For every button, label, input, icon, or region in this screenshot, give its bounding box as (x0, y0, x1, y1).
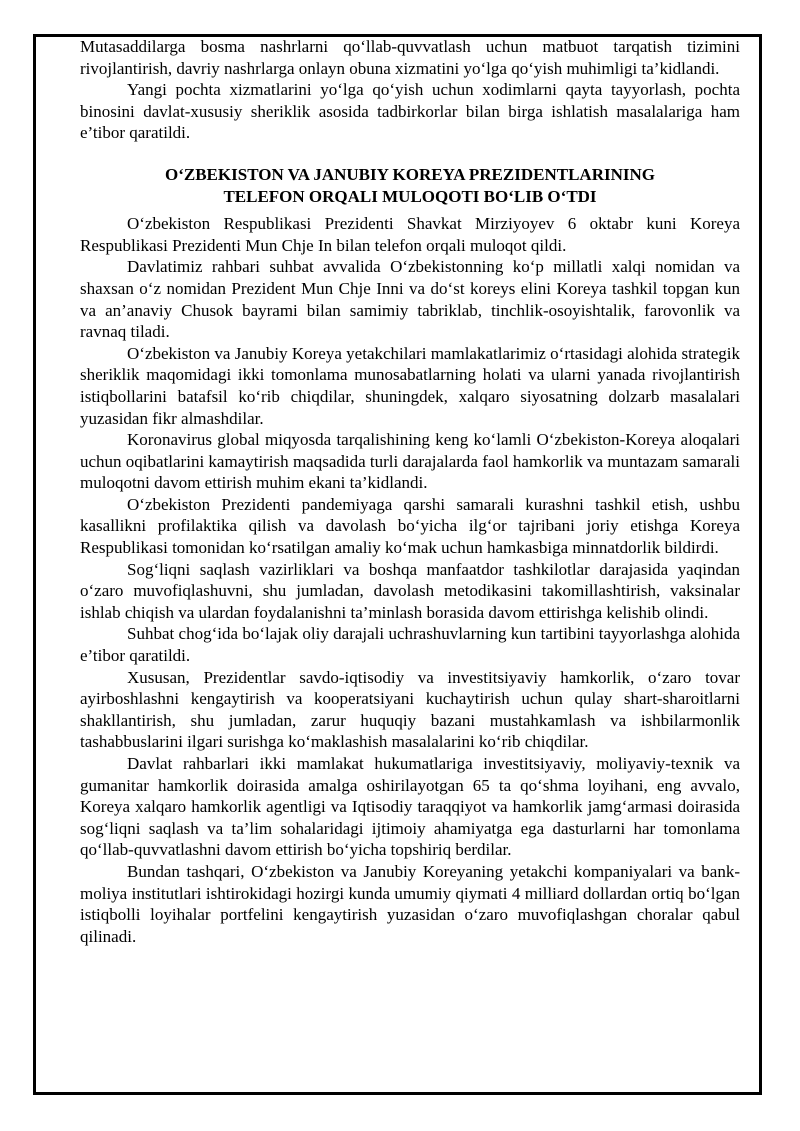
article-title (80, 164, 740, 207)
paragraph: Davlat rahbarlari ikki mamlakat hukumatlariga investitsiyaviy, moliyaviy-texnik va gumanitar hamkorlik doirasida amalga oshirilayotgan 65 ta qo‘shma loyihani, eng avvalo, Koreya xalqaro hamkorlik agentligi va Iqtisodiy taraqqiyot va hamkorlik jamg‘armasi doirasida sog‘liqni saqlash va ta’lim sohalaridagi ijtimoiy ahamiyatga ega dasturlarni har tomonlama qo‘llab-quvvatlashni davom ettirish bo‘yicha topshiriq berdilar. (80, 754, 740, 860)
previous-article-tail (80, 36, 740, 144)
paragraph: Mutasaddilarga bosma nashrlarni qo‘llab-quvvatlash uchun matbuot tarqatish tizimini rivojlantirish, davriy nashrlarga onlayn obuna xizmatini yo‘lga qo‘yish muhimligi ta’kidlandi. (80, 37, 740, 78)
document-body (80, 36, 740, 947)
paragraph: O‘zbekiston Prezidenti pandemiyaga qarshi samarali kurashni tashkil etish, ushbu kasallikni profilaktika qilish va davolash bo‘yicha ilg‘or tajribani joriy etishga Koreya Respublikasi tomonidan ko‘rsatilgan amaliy ko‘mak uchun hamkasbiga minnatdorlik bildirdi. (80, 494, 740, 558)
paragraph: O‘zbekiston Respublikasi Prezidenti Shavkat Mirziyoyev 6 oktabr kuni Koreya Respublikasi Prezidenti Mun Chje In bilan telefon orqali muloqot qildi. (80, 214, 740, 255)
paragraph: Suhbat chog‘ida bo‘lajak oliy darajali uchrashuvlarning kun tartibini tayyorlashga alohida e’tibor qaratildi. (80, 624, 740, 666)
paragraph: Sog‘liqni saqlash vazirliklari va boshqa manfaatdor tashkilotlar darajasida yaqindan o‘zaro muvofiqlashuvni, shu jumladan, davolash metodikasini takomillashtirish, vaksinalar ishlab chiqish va ulardan foydalanishni ta’minlash borasida davom ettirishga kelishib olindi. (80, 559, 740, 622)
paragraph: Koronavirus global miqyosda tarqalishining keng ko‘lamli O‘zbekiston-Koreya aloqalari uchun oqibatlarini kamaytirish maqsadida turli darajalarda faol hamkorlik va muntazam samarali muloqotni davom ettirish muhim ekani ta’kidlandi. (80, 430, 740, 493)
article-title-line-1: O‘ZBEKISTON VA JANUBIY KOREYA PREZIDENTLARINING (165, 164, 655, 184)
paragraph: Xususan, Prezidentlar savdo-iqtisodiy va investitsiyaviy hamkorlik, o‘zaro tovar ayirboshlashni kengaytirish va kooperatsiyani kuchaytirish uchun qulay shart-sharoitlarni shakllantirish, shu jumladan, zarur huquqiy bazani mustahkamlash va ishbilarmonlik tashabbuslarini ilgari surishga ko‘maklashish masalalarini ko‘rib chiqdilar. (80, 667, 740, 752)
paragraph: Yangi pochta xizmatlarini yo‘lga qo‘yish uchun xodimlarni qayta tayyorlash, pochta binosini davlat-xususiy sheriklik asosida tadbirkorlar bilan birga ishlatish masalalariga ham e’tibor qaratildi. (80, 80, 740, 143)
article-title-line-2: TELEFON ORQALI MULOQOTI BO‘LIB O‘TDI (223, 186, 597, 206)
paragraph: O‘zbekiston va Janubiy Koreya yetakchilari mamlakatlarimiz o‘rtasidagi alohida strategik sheriklik maqomidagi ikki tomonlama munosabatlarning holati va ularni yanada rivojlantirish istiqbollarini batafsil ko‘rib chiqdilar, shuningdek, xalqaro siyosatning dolzarb masalalari yuzasidan fikr almashdilar. (80, 343, 740, 428)
paragraph: Davlatimiz rahbari suhbat avvalida O‘zbekistonning ko‘p millatli xalqi nomidan va shaxsan o‘z nomidan Prezident Mun Chje Inni va do‘st koreys elini Koreya tashkil topgan kun va an’anaviy Chusok bayrami bilan samimiy tabriklab, tinchlik-osoyishtalik, farovonlik va ravnaq tiladi. (80, 257, 740, 342)
paragraph: Bundan tashqari, O‘zbekiston va Janubiy Koreyaning yetakchi kompaniyalari va bank-moliya institutlari ishtirokidagi hozirgi kunda umumiy qiymati 4 milliard dollardan ortiq bo‘lgan istiqbolli loyihalar portfelini kengaytirish yuzasidan o‘zaro muvofiqlashgan choralar qabul qilinadi. (80, 861, 740, 946)
article (80, 164, 740, 947)
